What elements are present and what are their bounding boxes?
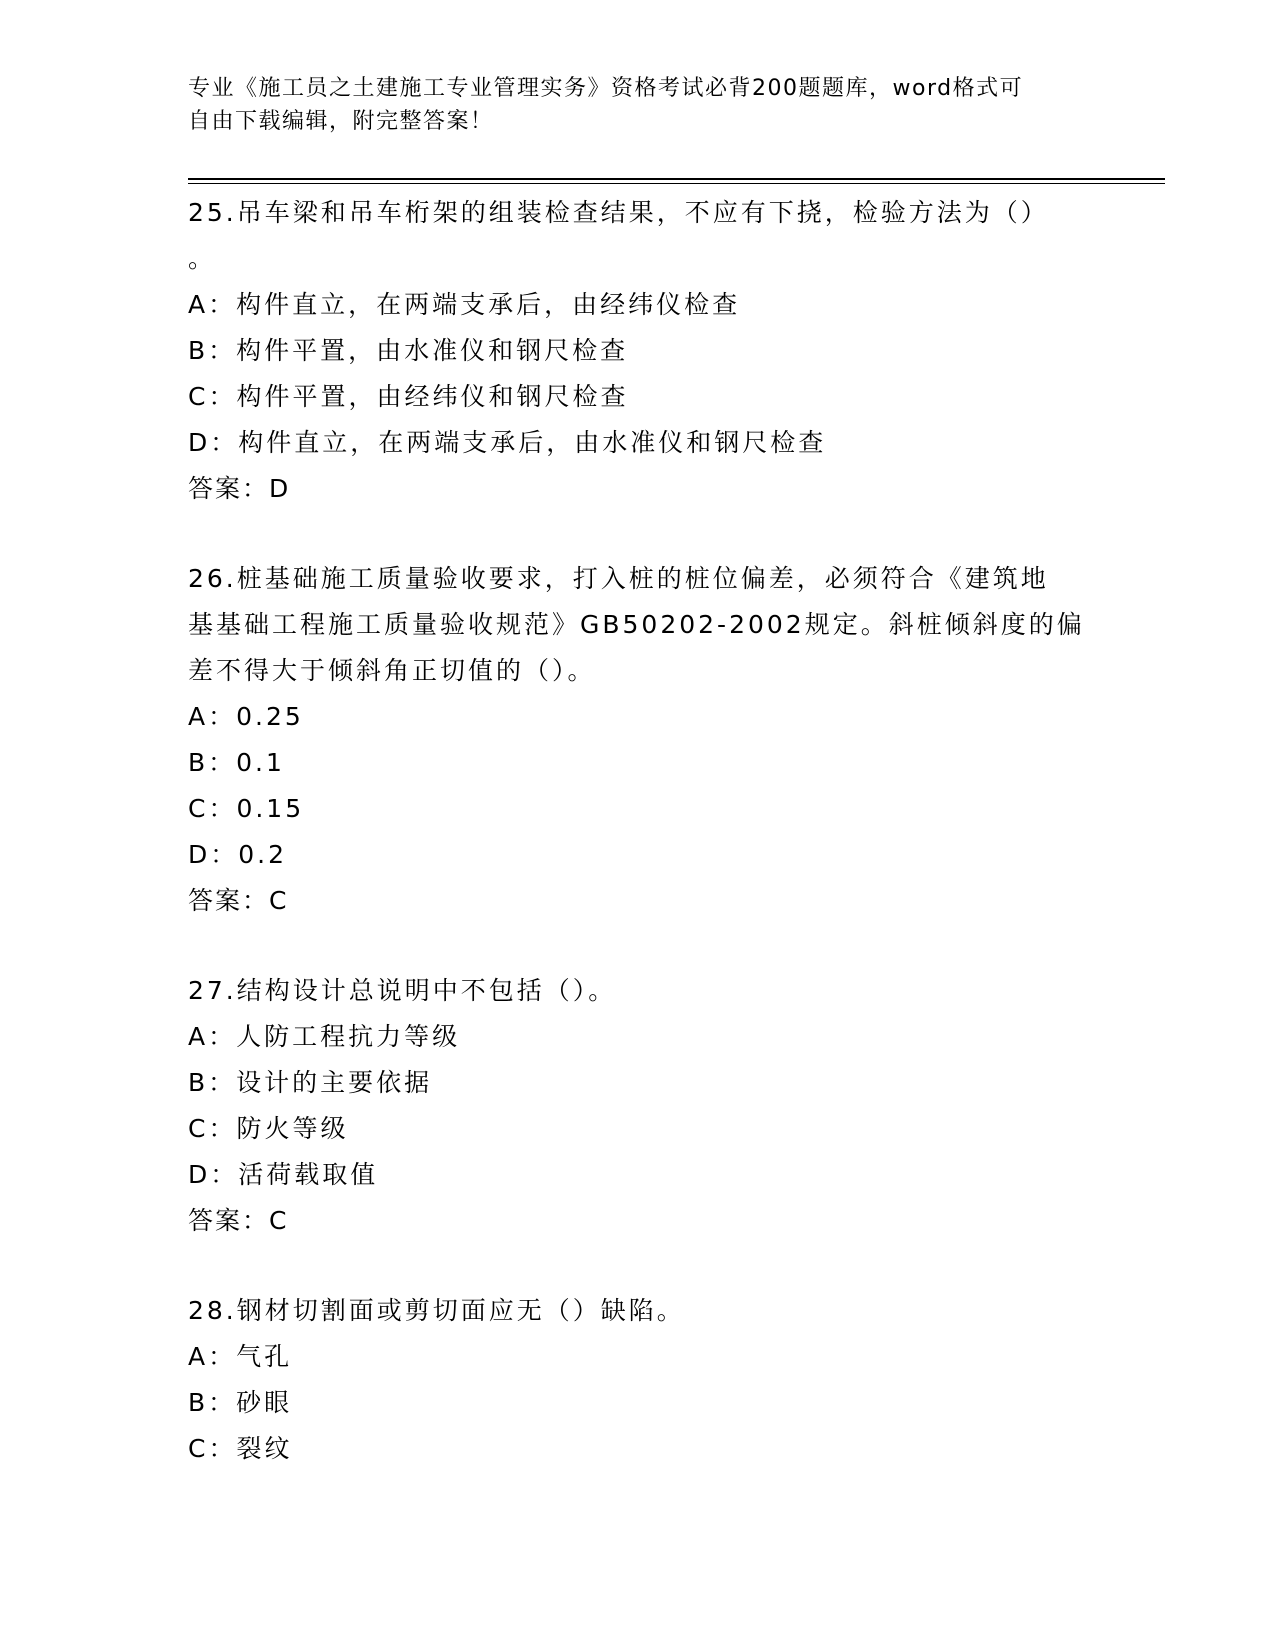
option-a: A：人防工程抗力等级 — [188, 1022, 461, 1051]
question-text — [188, 556, 1088, 694]
question-text-line: 25.吊车梁和吊车桁架的组装检查结果，不应有下挠，检验方法为（） — [188, 198, 1049, 227]
option-c: C：构件平置，由经纬仪和钢尺检查 — [188, 382, 629, 411]
answer-text: 答案：C — [188, 886, 289, 915]
question-text-line: 差不得大于倾斜角正切值的（）。 — [188, 656, 596, 685]
option-b: B：设计的主要依据 — [188, 1068, 433, 1097]
question-item — [188, 1288, 1088, 1472]
question-text-line: 26.桩基础施工质量验收要求，打入桩的桩位偏差，必须符合《建筑地 — [188, 564, 1049, 593]
header-rule-thick — [188, 178, 1165, 180]
option-c: C：防火等级 — [188, 1114, 349, 1143]
question-item — [188, 190, 1088, 512]
question-text-line: 28.钢材切割面或剪切面应无（）缺陷。 — [188, 1296, 685, 1325]
answer-text: 答案：C — [188, 1206, 289, 1235]
option-b: B：0.1 — [188, 748, 285, 777]
option-c: C：裂纹 — [188, 1434, 293, 1463]
option-d: D：0.2 — [188, 840, 288, 869]
question-item — [188, 968, 1088, 1244]
question-text — [188, 1288, 1088, 1334]
question-item — [188, 556, 1088, 924]
option-d: D：活荷载取值 — [188, 1160, 379, 1189]
option-b: B：构件平置，由水准仪和钢尺检查 — [188, 336, 629, 365]
document-header — [188, 72, 1078, 138]
question-text-line: 27.结构设计总说明中不包括（）。 — [188, 976, 617, 1005]
option-a: A：气孔 — [188, 1342, 293, 1371]
question-text — [188, 968, 1088, 1014]
answer-text: 答案：D — [188, 474, 291, 503]
option-d: D：构件直立，在两端支承后，由水准仪和钢尺检查 — [188, 428, 827, 457]
question-text-line: 。 — [188, 244, 217, 273]
question-text-line: 基基础工程施工质量验收规范》GB50202-2002规定。斜桩倾斜度的偏 — [188, 610, 1085, 639]
header-line-2: 自由下载编辑，附完整答案！ — [188, 109, 494, 134]
header-rule-thin — [188, 183, 1165, 184]
option-c: C：0.15 — [188, 794, 305, 823]
question-text — [188, 190, 1088, 282]
option-b: B：砂眼 — [188, 1388, 293, 1417]
header-line-1: 专业《施工员之土建施工专业管理实务》资格考试必背200题题库，word格式可 — [188, 76, 1024, 101]
option-a: A：0.25 — [188, 702, 304, 731]
question-list — [188, 190, 1088, 1516]
option-a: A：构件直立，在两端支承后，由经纬仪检查 — [188, 290, 741, 319]
